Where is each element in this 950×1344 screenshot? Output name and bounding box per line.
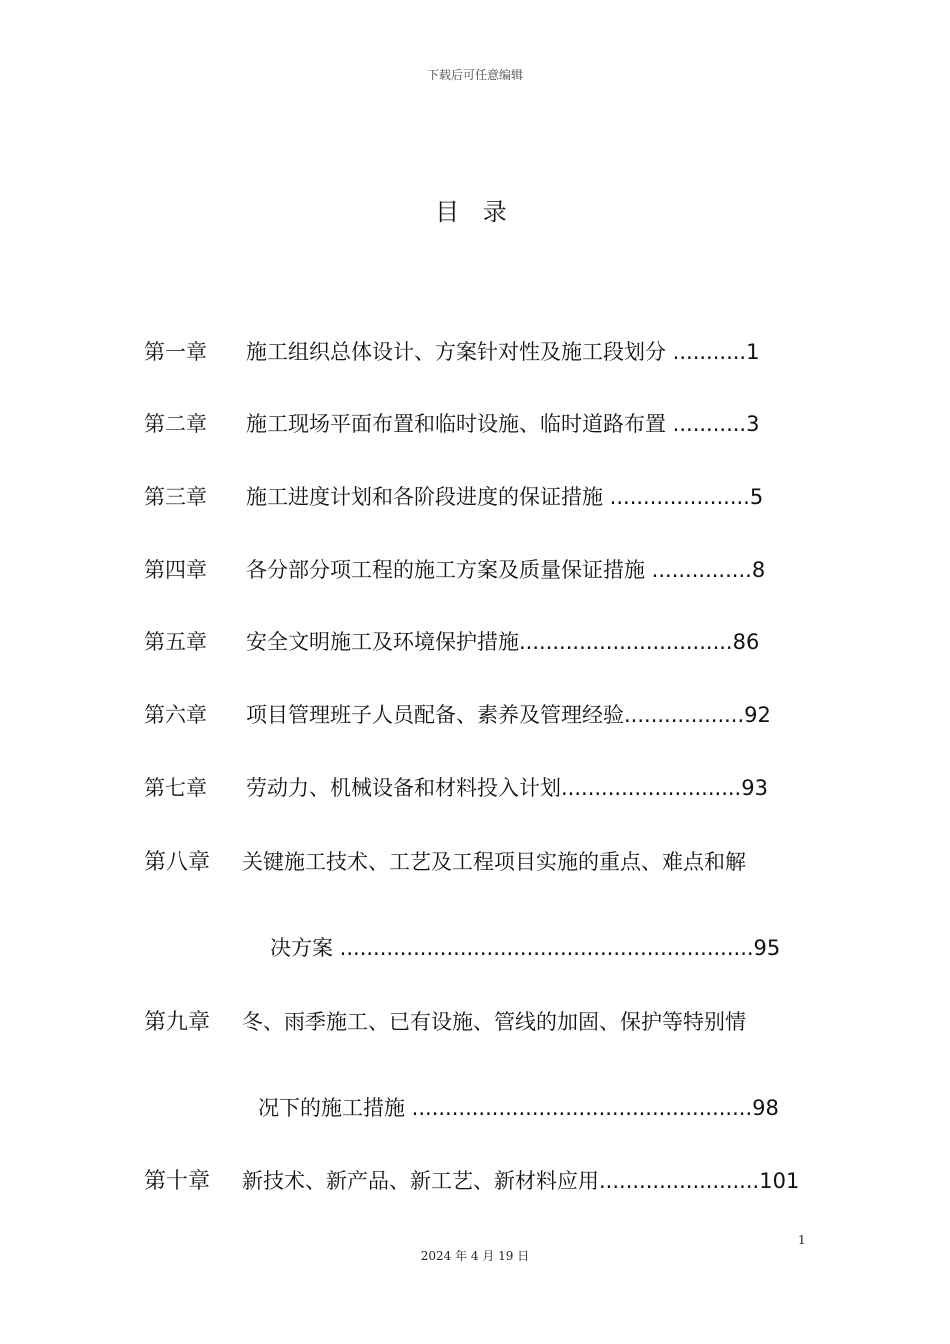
chapter-number: 第一章 [144, 340, 207, 364]
page-ref: 101 [759, 1169, 800, 1193]
toc-entry-9[interactable] [144, 1005, 746, 1036]
toc-entry-3[interactable] [144, 481, 763, 511]
page-ref: 92 [744, 703, 771, 727]
chapter-title: 项目管理班子人员配备、素养及管理经验 [246, 703, 624, 727]
chapter-number: 第八章 [144, 850, 211, 875]
chapter-title: 安全文明施工及环境保护措施 [246, 630, 519, 654]
chapter-number: 第十章 [144, 1169, 211, 1194]
page-ref: 1 [746, 340, 760, 364]
leader-dots: ........................ [599, 1169, 760, 1193]
chapter-title-continued: 决方案 [270, 936, 333, 960]
page-number: 1 [798, 1233, 806, 1247]
toc-entry-8-continuation[interactable] [270, 932, 780, 962]
page-ref: 3 [746, 412, 760, 436]
leader-dots: .................. [624, 703, 745, 727]
toc-entry-1[interactable] [144, 336, 759, 366]
chapter-number: 第五章 [144, 630, 207, 654]
chapter-number: 第四章 [144, 558, 207, 582]
leader-dots: ..................... [603, 485, 750, 509]
leader-dots: ................................ [519, 630, 733, 654]
page-ref: 86 [732, 630, 760, 654]
chapter-title: 冬、雨季施工、已有设施、管线的加固、保护等特别情 [242, 1010, 746, 1034]
chapter-number: 第七章 [144, 776, 207, 800]
toc-entry-8[interactable] [144, 845, 746, 876]
toc-entry-10[interactable] [144, 1164, 799, 1195]
toc-entry-9-continuation[interactable] [258, 1092, 779, 1122]
toc-entry-4[interactable] [144, 554, 765, 584]
page-footer-date: 2024 年 4 月 19 日 [420, 1249, 530, 1263]
page-ref: 5 [749, 485, 764, 509]
chapter-number: 第六章 [144, 703, 207, 727]
leader-dots: .............................................................. [333, 936, 754, 960]
toc-entry-5[interactable] [144, 626, 759, 656]
toc-entry-2[interactable] [144, 408, 759, 438]
page-ref: 8 [751, 558, 766, 582]
chapter-title: 施工现场平面布置和临时设施、临时道路布置 [246, 412, 666, 436]
chapter-title: 施工进度计划和各阶段进度的保证措施 [246, 485, 603, 509]
leader-dots: ........................... [561, 776, 742, 800]
chapter-number: 第三章 [144, 485, 207, 509]
chapter-title: 施工组织总体设计、方案针对性及施工段划分 [246, 340, 666, 364]
toc-entry-7[interactable] [144, 772, 768, 802]
toc-title: 目 录 [435, 198, 515, 226]
chapter-title: 劳动力、机械设备和材料投入计划 [246, 776, 561, 800]
toc-entry-6[interactable] [144, 699, 771, 729]
page-header: 下载后可任意编辑 [426, 68, 523, 82]
chapter-title-continued: 况下的施工措施 [258, 1096, 405, 1120]
leader-dots: ................................................... [405, 1096, 753, 1120]
chapter-number: 第九章 [144, 1010, 211, 1035]
page-ref: 98 [752, 1096, 779, 1120]
leader-dots: ............... [645, 558, 752, 582]
chapter-number: 第二章 [144, 412, 207, 436]
leader-dots: ........... [666, 340, 747, 364]
chapter-title: 各分部分项工程的施工方案及质量保证措施 [246, 558, 645, 582]
chapter-title: 关键施工技术、工艺及工程项目实施的重点、难点和解 [242, 850, 746, 874]
page-ref: 93 [741, 776, 768, 800]
leader-dots: ........... [666, 412, 747, 436]
chapter-title: 新技术、新产品、新工艺、新材料应用 [242, 1169, 599, 1193]
page-ref: 95 [753, 936, 781, 960]
